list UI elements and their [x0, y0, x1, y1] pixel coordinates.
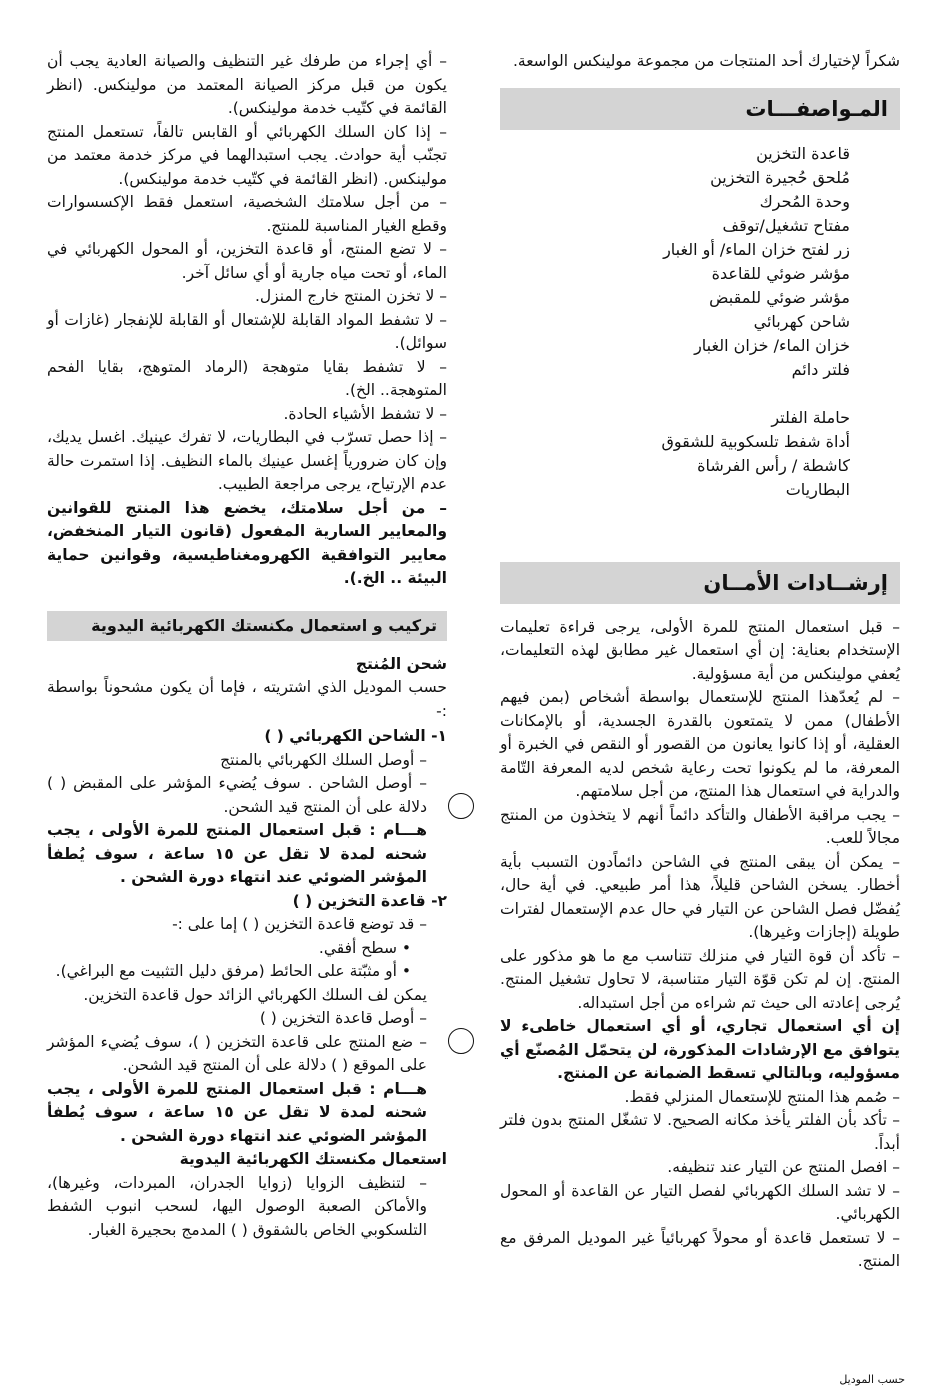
spec-item: مؤشر ضوئي للقاعدة [711, 263, 850, 283]
spec-item: كاشطة / رأس الفرشاة [697, 455, 850, 475]
charger-step: – أوصل الشاحن . سوف يُضيء المؤشر على المقبض ( ) دلالة على أن المنتج قيد الشحن. [47, 774, 427, 816]
base-option: • سطح أفقي. [318, 938, 411, 957]
spec-item: مفتاح تشغيل/توقف [722, 215, 850, 235]
charging-intro: حسب الموديل الذي اشتريته ، فإما أن يكون مشحوناً بواسطة :- [47, 678, 447, 720]
safety-paragraph: – إذا كان السلك الكهربائي أو القابس تالفاً، تستعمل المنتج تجنّب أية حوادث. يجب استبدالهما في مركز خدمة معتمد من مولينكس. (انظر القائمة في كتّيب خدمة مولينكس). [47, 122, 447, 188]
assembly-heading: تركيب و استعمال مكنستك الكهربائية اليدوية [47, 611, 447, 641]
compliance-text: – من أجل سلامتك، يخضع هذا المنتج للقوانين والمعايير السارية المفعول (قانون التيار المنخفض، معايير التوافقية الكهرومغناطيسية، وقوانين حماية البيئة .. الخ.). [47, 498, 447, 587]
safety-paragraph: – أي إجراء من طرفك غير التنظيف والصيانة العادية يجب أن يكون من قبل مركز الصيانة المعتمد من مولينكس. (انظر القائمة في كتّيب خدمة مولينكس). [47, 52, 447, 117]
charger-step: – أوصل السلك الكهربائي بالمنتج [220, 750, 427, 769]
base-step: – قد توضع قاعدة التخزين ( ) إما على :- [172, 915, 427, 933]
spec-gap [500, 382, 850, 406]
important-note: هـــام : قبل استعمال المنتج للمرة الأولى ، يجب شحنه لمدة لا تقل عن ١٥ ساعة ، سوف يُطفأ المؤشر الضوئي عند انتهاء دورة الشحن . [47, 1079, 428, 1145]
safety-warning: إن أي استعمال تجاري، أو أي استعمال خاطىء لا يتوافق مع الإرشادات المذكورة، لن يتحمّل المُصنّع أي مسؤوليه، وبالتالي تسقط الضمانة عن المنتج. [500, 1017, 900, 1082]
safety-paragraph: – تأكد أن قوة التيار في منزلك تتناسب مع ما هو مذكور على المنتج. إن لم تكن قوّة التيار متناسبة، لا تحاول تشغيل المنتج. يُرجى إعادته الى حيث تم شراءه من أجل استبداله. [500, 946, 900, 1012]
safety-paragraph: – من أجل سلامتك الشخصية، استعمل فقط الإكسسوارات وقطع الغيار المناسبة للمنتج. [47, 193, 447, 235]
spec-item: قاعدة التخزين [756, 143, 850, 163]
safety-paragraph: – يجب مراقبة الأطفال والتأكد دائماً أنهم لا يتخذون من المنتج مجالاً للعب. [500, 805, 900, 847]
safety-paragraph: – لا تستعمل قاعدة أو محولاً كهربائياً غير الموديل المرفق مع المنتج. [500, 1228, 900, 1270]
safety-paragraph: – لم يُعدّهذا المنتج للإستعمال بواسطة أشخاص (بمن فيهم الأطفال) ممن لا يتمتعون بالقدرة الجسدية، أو بالإمكانات العقلية، أو إذا كانوا يعانون من القصور أو النقص في الخبرة أو المعرفة، ما لم يكونوا تحت رعاية شخص لديه المعرفة التّامة والدراية في استعمال هذا المنتج، من أجل سلامتهم. [500, 688, 900, 800]
base-title: ٢- قاعدة التخزين ( ) [292, 891, 447, 910]
footer-note: حسب الموديل [839, 1373, 905, 1386]
safety-paragraph: – لا تخزن المنتج خارج المنزل. [254, 287, 447, 305]
spec-item: مؤشر ضوئي للمقبض [709, 287, 850, 307]
spec-item: مُلحق حُجيرة التخزين [710, 167, 850, 187]
charging-title: شحن المُنتج [355, 654, 447, 673]
circle-marker-icon [448, 1028, 474, 1054]
safety-paragraph: – لا تشفط المواد القابلة للإشتعال أو القابلة للإنفجار (غازات أو سوائل). [47, 310, 447, 352]
spec-item: حاملة الفلتر [771, 407, 850, 427]
charger-title: ١- الشاحن الكهربائي ( ) [264, 727, 447, 745]
spec-item: خزان الماء/ خزان الغبار [694, 335, 850, 355]
spec-item: شاحن كهربائي [753, 311, 850, 331]
base-option: • أو مثبّتة على الحائط (مرفق دليل التثبيت مع البراغي). [55, 962, 411, 980]
specs-list [500, 142, 900, 502]
safety-paragraph: – افصل المنتج عن التيار عند تنظيفه. [667, 1158, 900, 1176]
intro-text: شكراً لإختيارك أحد المنتجات من مجموعة مولينكس الواسعة. [512, 52, 900, 70]
spec-item: زر لفتح خزان الماء/ أو الغبار [663, 239, 850, 259]
base-step: يمكن لف السلك الكهربائي الزائد حول قاعدة التخزين. [83, 985, 427, 1004]
important-note: هـــام : قبل استعمال المنتج للمرة الأولى ، يجب شحنه لمدة لا تقل عن ١٥ ساعة ، سوف يُطفأ المؤشر الضوئي عند انتهاء دورة الشحن . [47, 821, 428, 886]
spec-item: أداة شفط تلسكوبية للشقوق [661, 431, 850, 451]
base-step: – ضع المنتج على قاعدة التخزين ( )، سوف يُضيء المؤشر على الموقع ( ) دلالة على أن المنتج قيد الشحن. [47, 1032, 427, 1074]
safety-paragraph: – إذا حصل تسرّب في البطاريات، لا تفرك عينيك. اغسل يديك، وإن كان ضرورياً إغسل عينيك بالماء النظيف. إذا استمرت حالة عدم الإرتياح، يرجى مراجعة الطبيب. [47, 428, 447, 493]
usage-title: استعمال مكنستك الكهربائية اليدوية [179, 1150, 447, 1168]
safety-paragraph: – لا تضع المنتج، أو قاعدة التخزين، أو المحول الكهربائي في الماء، أو تحت مياه جارية أو أي سائل آخر. [47, 240, 447, 282]
safety-section [500, 616, 900, 1274]
safety-paragraph: – يمكن أن يبقى المنتج في الشاحن دائماًدون التسبب بأية أخطار. يسخن الشاحن قليلاً، هذا أمر طبيعي. في أية حال، يُفضّل فصل الشاحن عن التيار في حال عدم الإستعمال لفترات طويلة (إجازات وغيرها). [500, 852, 900, 941]
spec-item: البطاريات [785, 479, 850, 499]
assembly-section [47, 653, 447, 1243]
right-column [500, 50, 900, 1274]
spec-item: فلتر دائم [791, 359, 850, 379]
safety-paragraph: – صُمم هذا المنتج للإستعمال المنزلي فقط. [624, 1087, 900, 1106]
safety-paragraph: – قبل استعمال المنتج للمرة الأولى، يرجى قراءة تعليمات الإستخدام بعناية: إن أي استعمال غير مطابق لهذه التعليمات، يُعفي مولينكس من أية مسؤولية. [500, 617, 900, 683]
spec-item: وحدة المُحرك [759, 191, 850, 211]
base-step: – أوصل قاعدة التخزين ( ) [259, 1009, 427, 1027]
safety-paragraph: – لا تشفط بقايا متوهجة (الرماد المتوهج، بقايا الفحم المتوهجة.. الخ). [47, 357, 447, 399]
safety-heading: إرشــادات الأمــان [500, 562, 900, 604]
safety-paragraph: – تأكد بأن الفلتر يأخذ مكانه الصحيح. لا تشغّل المنتج بدون فلتر أبداً. [500, 1111, 900, 1153]
usage-step: – لتنظيف الزوايا (زوايا الجدران، المبردات، وغيرها)، والأماكن الصعبة الوصول اليها، لسحب انبوب الشفط التلسكوبي الخاص بالشقوق ( ) المدمج بحجيرة الغبار. [47, 1173, 427, 1239]
safety-paragraph: – لا تشد السلك الكهربائي لفصل التيار عن القاعدة أو المحول الكهربائي. [500, 1181, 900, 1223]
safety-paragraph: – لا تشفط الأشياء الحادة. [283, 404, 447, 423]
specs-heading: المـواصفـــات [500, 88, 900, 130]
left-column [47, 50, 447, 1242]
circle-marker-icon [448, 793, 474, 819]
